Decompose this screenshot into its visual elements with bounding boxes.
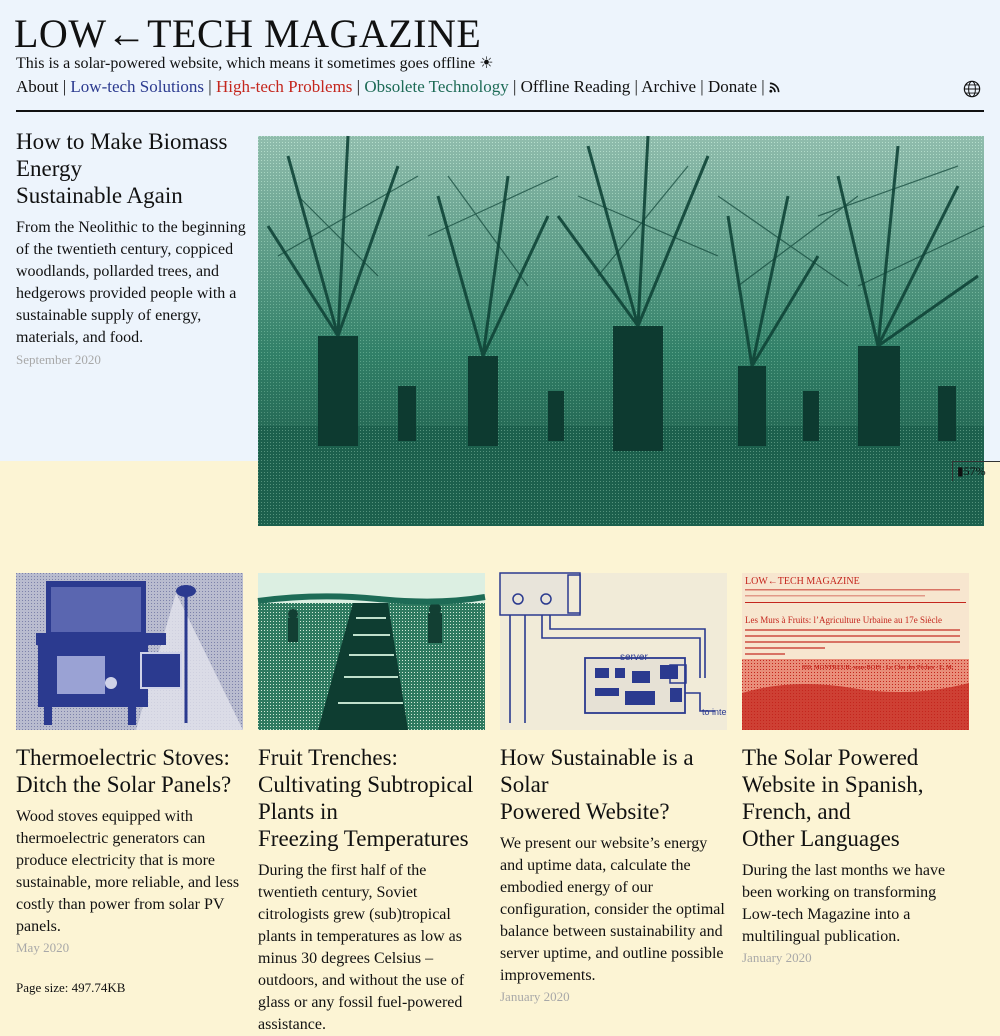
feature-title[interactable] xyxy=(16,128,246,209)
nav-separator: | xyxy=(512,77,517,96)
battery-level: 57% xyxy=(963,464,986,478)
translated-page-preview xyxy=(742,573,969,730)
nav-separator: | xyxy=(634,77,638,96)
main-nav xyxy=(16,77,780,97)
poster-headline: Les Murs à Fruits: l’Agriculture Urbaine au 17e Siècle xyxy=(745,615,942,625)
card-summary: During the first half of the twentieth century, Soviet citrologists grew (sub)tropical plants in temperatures as low as minus 30 degrees Celsius – outdoors, and without the use of glass or any fossil fuel-powered assistance. xyxy=(258,862,465,1033)
feature-title-line2: Sustainable Again xyxy=(16,183,183,208)
card-date: January 2020 xyxy=(742,950,812,965)
card-summary: We present our website’s energy and uptime data, calculate the embodied energy of our configuration, consider the optimal balance between sustainability and server uptime, and outline possible improvements. xyxy=(500,835,725,984)
poster-masthead: LOW←TECH MAGAZINE xyxy=(745,576,860,587)
nav-separator: | xyxy=(208,77,212,96)
card-title[interactable] xyxy=(16,744,243,798)
article-card xyxy=(16,573,243,957)
article-card xyxy=(500,573,727,1006)
fruit-trench-photo xyxy=(258,573,485,730)
card-title-line2: Other Languages xyxy=(742,826,900,851)
poster-postcard-caption: 839. MONTREUIL-sous-BOIS - Le Clos des Pêches - E. M. xyxy=(802,665,954,671)
page-size: Page size: 497.74KB xyxy=(16,980,126,995)
nav-separator: | xyxy=(62,77,67,96)
nav-about[interactable]: About xyxy=(16,77,59,96)
card-date: May 2020 xyxy=(16,940,70,955)
card-title-line1: Thermoelectric Stoves: xyxy=(16,745,230,770)
rss-icon xyxy=(769,82,780,93)
masthead xyxy=(14,12,481,56)
card-title-line1: The Solar Powered Website in Spanish, French, and xyxy=(742,745,924,824)
card-title-line2: Freezing Temperatures xyxy=(258,826,469,851)
diagram-server-label: server xyxy=(620,652,648,663)
rss-link[interactable] xyxy=(769,77,780,96)
card-image[interactable] xyxy=(16,573,243,730)
feature-date: September 2020 xyxy=(16,352,101,367)
nav-offline-reading[interactable]: Offline Reading xyxy=(520,77,631,96)
card-title[interactable] xyxy=(742,744,969,852)
nav-high-tech-problems[interactable]: High-tech Problems xyxy=(215,77,353,96)
feature-article xyxy=(16,128,246,369)
card-title-line1: How Sustainable is a Solar xyxy=(500,745,694,797)
card-title[interactable] xyxy=(500,744,727,825)
nav-low-tech-solutions[interactable]: Low-tech Solutions xyxy=(70,77,205,96)
card-summary: Wood stoves equipped with thermoelectric generators can produce electricity that is more sustainable, more reliable, and less costly than power from solar PV panels. xyxy=(16,808,240,935)
nav-obsolete-technology[interactable]: Obsolete Technology xyxy=(364,77,509,96)
nav-separator: | xyxy=(700,77,704,96)
article-card xyxy=(258,573,485,1036)
feature-title-line1: How to Make Biomass Energy xyxy=(16,129,228,181)
nav-separator: | xyxy=(356,77,361,96)
site-title[interactable]: LOW←TECH MAGAZINE xyxy=(14,11,482,56)
battery-icon: ▮ xyxy=(957,464,964,478)
server-diagram xyxy=(500,573,727,730)
feature-summary: From the Neolithic to the beginning of the twentieth century, coppiced woodlands, pollarded trees, and hedgerows provided people with a sustainable supply of energy, materials, and food. xyxy=(16,219,246,346)
article-card xyxy=(742,573,969,967)
nav-donate[interactable]: Donate xyxy=(707,77,758,96)
card-title-line2: Powered Website? xyxy=(500,799,670,824)
stove-illustration xyxy=(16,573,243,730)
card-image[interactable] xyxy=(742,573,969,730)
nav-separator: | xyxy=(761,77,765,96)
card-image[interactable] xyxy=(258,573,485,730)
feature-image[interactable] xyxy=(258,136,984,526)
card-title[interactable] xyxy=(258,744,485,852)
diagram-internet-label: to inte xyxy=(702,707,727,717)
globe-icon[interactable] xyxy=(963,80,981,98)
card-date: January 2020 xyxy=(500,989,570,1004)
card-title-line1: Fruit Trenches: Cultivating Subtropical Plants in xyxy=(258,745,474,824)
pollarded-trees-image xyxy=(258,136,984,526)
card-title-line2: Ditch the Solar Panels? xyxy=(16,772,232,797)
battery-indicator xyxy=(952,461,1000,481)
site-tagline: This is a solar-powered website, which means it sometimes goes offline ☀ xyxy=(16,55,494,72)
card-summary: During the last months we have been working on transforming Low-tech Magazine into a multilingual publication. xyxy=(742,862,946,945)
header-divider xyxy=(16,110,984,112)
nav-archive[interactable]: Archive xyxy=(641,77,697,96)
card-image[interactable] xyxy=(500,573,727,730)
